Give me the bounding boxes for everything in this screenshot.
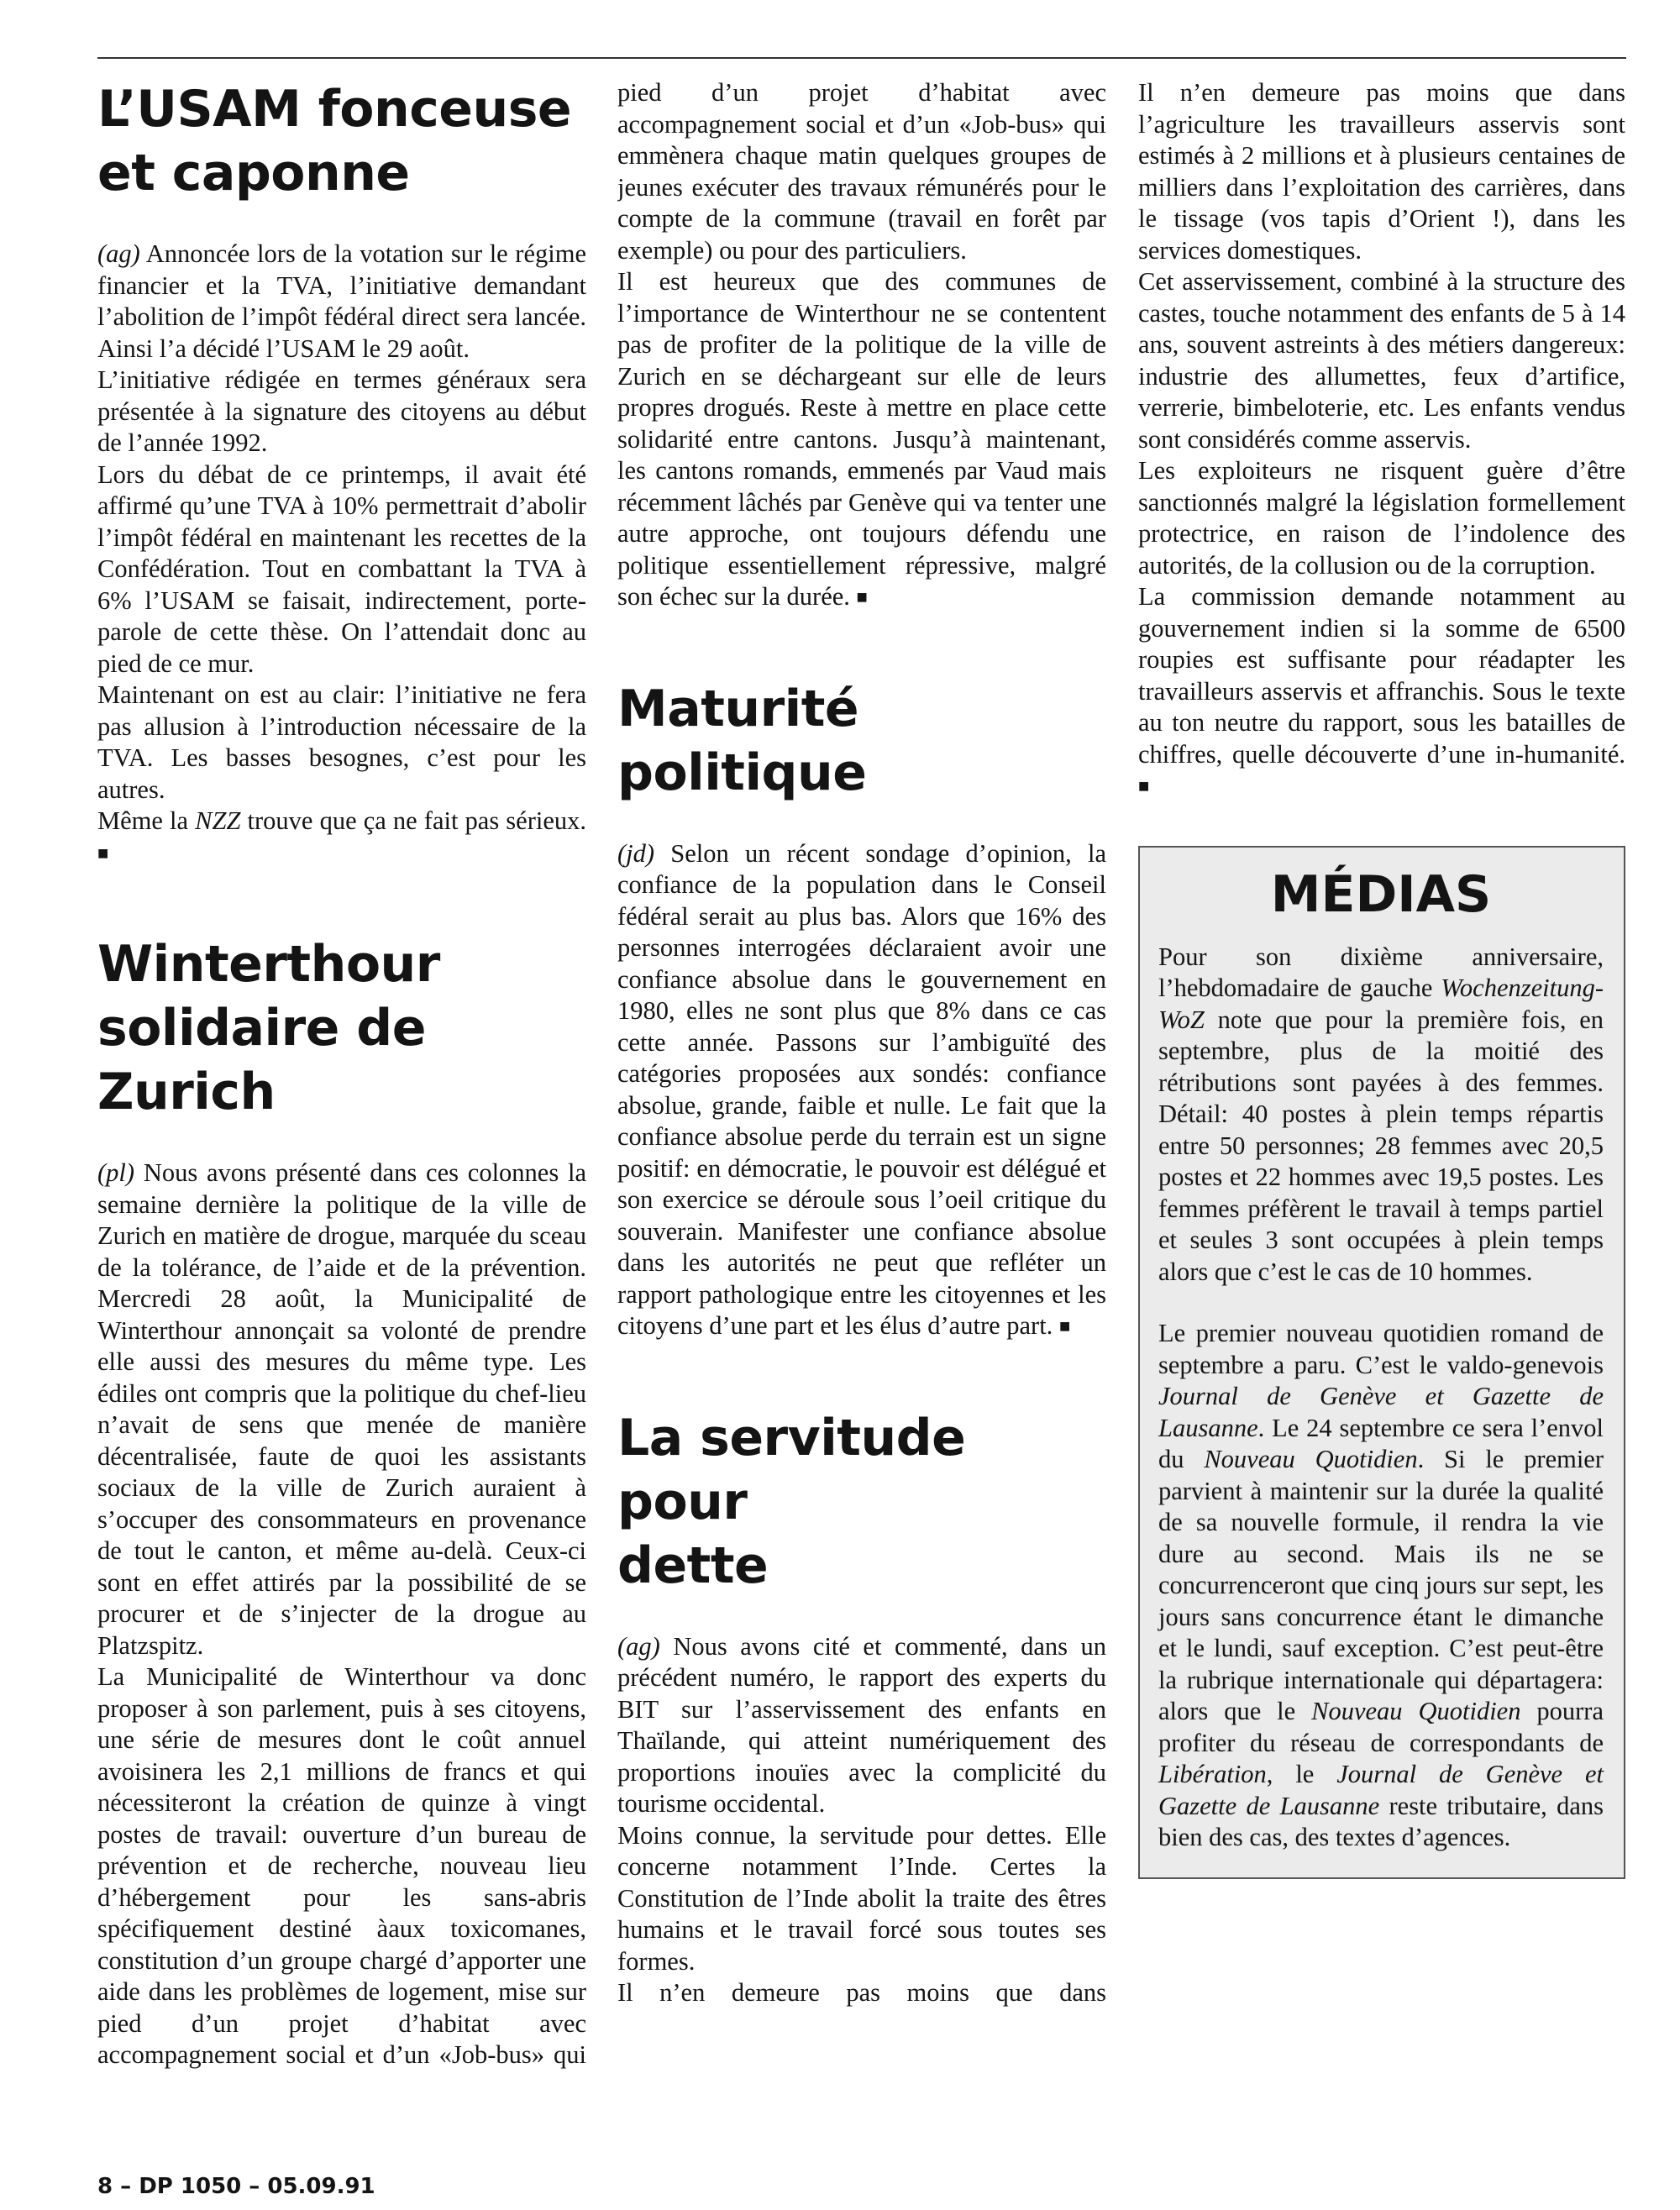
- paragraph: L’initiative rédigée en termes généraux sera présentée à la signature des citoyens au début de l’année 1992.: [97, 365, 586, 457]
- medias-paragraph: Le premier nouveau quotidien romand de septembre a paru. C’est le valdo-genevois Journal de Genève et Gazette de Lausanne. Le 24 septembre ce sera l’envol du Nouveau Quotidien. Si le premier parvient à maintenir sur la durée la qualité de sa nouvelle formule, il rendra la vie dure au second. Mais ils ne se concurrenceront que cinq jours sur sept, les jours sans concurrence étant le dimanche et le lundi, sauf exception. C’est peut-être la rubrique internationale qui départagera: alors que le Nouveau Quotidien pourra profiter du réseau de correspondants de Libération, le Journal de Genève et Gazette de Lausanne reste tributaire, dans bien des cas, des textes d’agences.: [1158, 1319, 1604, 1851]
- paragraph: Lors du débat de ce printemps, il avait été affirmé qu’une TVA à 10% permettrait d’abolir l’impôt fédéral en maintenant les recettes de la Confédération. Tout en combattant la TVA à 6% l’USAM se faisait, indirectement, porte-parole de cette thèse. On l’attendait donc au pied de ce mur.: [97, 459, 586, 678]
- headline-maturite: Maturité politique: [617, 679, 867, 802]
- paragraph: (pl) Nous avons présenté dans ces colonnes la semaine dernière la politique de la ville de Zurich en matière de drogue, marquée du sceau de la tolérance, de l’aide et de la prévention. Mercredi 28 août, la Municipalité de Winterthour annonçait sa volonté de prendre elle aussi des mesures du même type. Les édiles ont compris que la politique du chef-lieu n’avait de sens que menée de manière décentralisée, faute de quoi les assistants sociaux de la ville de Zurich auraient à s’occuper des consommateurs en provenance de tout le canton, et même au-delà. Ceux-ci sont en effet attirés par la possibilité de se procurer et de s’injecter de la drogue au Platzspitz.: [97, 1158, 587, 1660]
- paragraph: La Municipalité de Winterthour va donc proposer à son parlement, puis à ses citoyens, une série de mesures dont le coût annuel avoisinera les 2,1 millions de francs et qui nécessiteront la création de quinze à vingt postes de travail: ouverture d’un bureau de prévention et de recherche, nouveau lieu d’hébergement pour les sans-abris spécifiquement destiné àaux toxicomanes, constitution d’un groupe chargé d’apporter une aide dans les problèmes de logement, mise sur pied d’un projet d’habitat avec accompagnement social et d’un «Job-bus» qui: [97, 1662, 586, 2069]
- medias-paragraph: Pour son dixième anniversaire, l’hebdomadaire de gauche Wochenzeitung-WoZ note que pour la première fois, en septembre, plus de la moitié des rétributions sont payées à des femmes. Détail: 40 postes à plein temps répartis entre 50 personnes; 28 femmes avec 20,5 postes et 22 hommes avec 19,5 postes. Les femmes préfèrent le travail à temps partiel et seules 3 sont occupées à plein temps alors que c’est le cas de 10 hommes.: [1158, 942, 1604, 1286]
- end-mark: ■: [1138, 775, 1150, 796]
- paragraph: Il est heureux que des communes de l’importance de Winterthour ne se contentent pas de profiter de la politique de la ville de Zurich en se déchargeant sur elle de leurs propres drogués. Reste à mettre en place cette solidarité entre cantons. Jusqu’à maintenant, les cantons romands, emmenés par Vaud mais récemment lâchés par Genève qui va tenter une autre approche, ont toujours défendu une politique essentiellement répressive, malgré son échec sur la durée. ■: [617, 267, 1106, 611]
- headline-servitude: La servitude pour dette: [617, 1408, 966, 1595]
- paragraph-continued: Il n’en demeure pas moins que dans l’agriculture les travailleurs asservis sont estimés à 2 millions et à plusieurs centaines de milliers dans l’exploitation des carrières, dans le tissage (vos tapis d’Orient !), dans les services domestiques.: [1138, 78, 1625, 265]
- paragraph: Les exploiteurs ne risquent guère d’être sanctionnés malgré la législation formellement protectrice, en raison de l’indolence des autorités, de la collusion ou de la corruption.: [1138, 456, 1625, 580]
- page-footer: 8 – DP 1050 – 05.09.91: [97, 2174, 375, 2199]
- paragraph: Même la NZZ trouve que ça ne fait pas sérieux. ■: [97, 806, 586, 864]
- paragraph: (ag) Annoncée lors de la votation sur le régime financier et la TVA, l’initiative demandant l’abolition de l’impôt fédéral direct sera lancée. Ainsi l’a décidé l’USAM le 29 août.: [97, 239, 586, 363]
- paragraph: La commission demande notamment au gouvernement indien si la somme de 6500 roupies est suffisante pour réadapter les travailleurs asservis et affranchis. Sous le texte au ton neutre du rapport, sous les batailles de chiffres, quelle découverte d’une in-humanité. ■: [1138, 582, 1625, 796]
- paragraph: Maintenant on est au clair: l’initiative ne fera pas allusion à l’introduction nécessaire de la TVA. Les basses besognes, c’est pour les autres.: [97, 680, 586, 804]
- end-mark: ■: [856, 586, 868, 607]
- top-rule: [97, 57, 1626, 59]
- paragraph-continued: pied d’un projet d’habitat avec accompagnement social et d’un «Job-bus» qui emmènera chaque matin quelques groupes de jeunes exécuter des travaux rémunérés pour le compte de la commune (travail en forêt par exemple) ou pour des particuliers.: [617, 78, 1106, 265]
- author-signature: (jd): [617, 838, 655, 868]
- end-mark: ■: [1058, 1315, 1071, 1336]
- column-2: [617, 77, 1106, 2009]
- medias-title: MÉDIAS: [1270, 864, 1492, 924]
- end-mark: ■: [97, 842, 109, 864]
- paragraph: Moins connue, la servitude pour dettes. Elle concerne notamment l’Inde. Certes la Constitution de l’Inde abolit la traite des êtres humains et le travail forcé sous toutes ses formes.: [617, 1820, 1106, 1976]
- paragraph: Cet asservissement, combiné à la structure des castes, touche notamment des enfants de 5 à 14 ans, souvent astreints à des métiers dangereux: industrie des allumettes, feux d’artifice, verrerie, bimbeloterie, etc. Les enfants vendus sont considérés comme asservis.: [1138, 267, 1625, 454]
- paragraph: (jd) Selon un récent sondage d’opinion, la confiance de la population dans le Conseil fédéral serait au plus bas. Alors que 16% des personnes interrogées déclaraient avoir une confiance absolue dans le gouvernement en 1980, elles ne sont plus que 8% dans ce cas cette année. Passons sur l’ambiguïté des catégories proposées aux sondés: confiance absolue, grande, faible et nulle. Le fait que la confiance absolue perde du terrain est un signe positif: en démocratie, le pouvoir est délégué et son exercice se déroule sous l’oeil critique du souverain. Manifester une confiance absolue dans les autorités ne peut que refléter un rapport pathologique entre les citoyennes et les citoyens d’une part et les élus d’autre part. ■: [617, 838, 1106, 1340]
- author-signature: (ag): [617, 1631, 660, 1661]
- headline-winterthour: Winterthour solidaire de Zurich: [97, 935, 440, 1121]
- headline-usam: L’USAM fonceuse et caponne: [97, 80, 572, 202]
- column-3: [1138, 77, 1625, 1879]
- paragraph: (ag) Nous avons cité et commenté, dans un précédent numéro, le rapport des experts du BIT sur l’asservissement des enfants en Thaïlande, qui atteint numériquement des proportions inouïes avec la complicité du tourisme occidental.: [617, 1631, 1107, 1818]
- paragraph: Il n’en demeure pas moins que dans: [617, 1978, 1106, 2007]
- author-signature: (ag): [97, 239, 140, 268]
- column-1: [97, 77, 586, 2071]
- author-signature: (pl): [97, 1158, 135, 1187]
- medias-box: [1138, 846, 1625, 1879]
